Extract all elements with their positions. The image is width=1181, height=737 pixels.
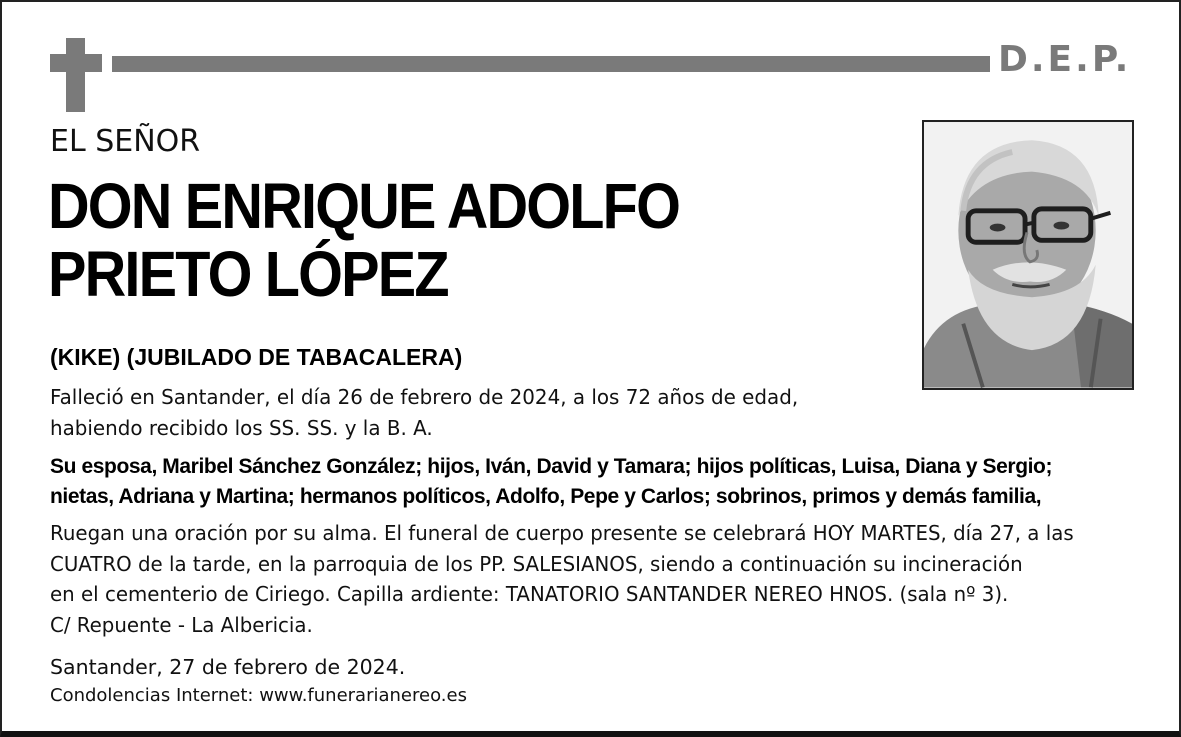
service-paragraph — [50, 518, 1074, 640]
name-line-1: DON ENRIQUE ADOLFO — [48, 170, 680, 242]
name-line-2: PRIETO LÓPEZ — [48, 238, 448, 310]
cross-icon — [50, 38, 102, 112]
deceased-name — [48, 172, 679, 308]
header-rule — [112, 56, 990, 72]
death-paragraph — [50, 382, 798, 443]
death-line: habiendo recibido los SS. SS. y la B. A. — [50, 415, 433, 440]
portrait-photo — [922, 120, 1134, 390]
service-line: Ruegan una oración por su alma. El funeral de cuerpo presente se celebrará HOY MARTES, día 27, a las — [50, 521, 1074, 545]
service-line: CUATRO de la tarde, en la parroquia de los PP. SALESIANOS, siendo a continuación su incineración — [50, 551, 1023, 576]
condolences-line: Condolencias Internet: www.funerarianereo.es — [50, 685, 467, 706]
dep-label: D.E.P. — [998, 39, 1132, 80]
service-line: C/ Repuente - La Albericia. — [50, 612, 313, 637]
death-line: Falleció en Santander, el día 26 de febrero de 2024, a los 72 años de edad, — [50, 385, 799, 409]
honorific: EL SEÑOR — [50, 124, 201, 159]
date-line: Santander, 27 de febrero de 2024. — [50, 655, 406, 679]
service-line: en el cementerio de Ciriego. Capilla ardiente: TANATORIO SANTANDER NEREO HNOS. (sala nº 3). — [50, 582, 1009, 606]
family-paragraph — [50, 452, 1052, 512]
alias-occupation: (KIKE) (JUBILADO DE TABACALERA) — [50, 344, 463, 370]
family-line: Su esposa, Maribel Sánchez González; hijos, Iván, David y Tamara; hijos políticas, Luisa, Diana y Sergio; — [50, 455, 1053, 478]
family-line: nietas, Adriana y Martina; hermanos políticos, Adolfo, Pepe y Carlos; sobrinos, primos y demás familia, — [50, 485, 1042, 508]
